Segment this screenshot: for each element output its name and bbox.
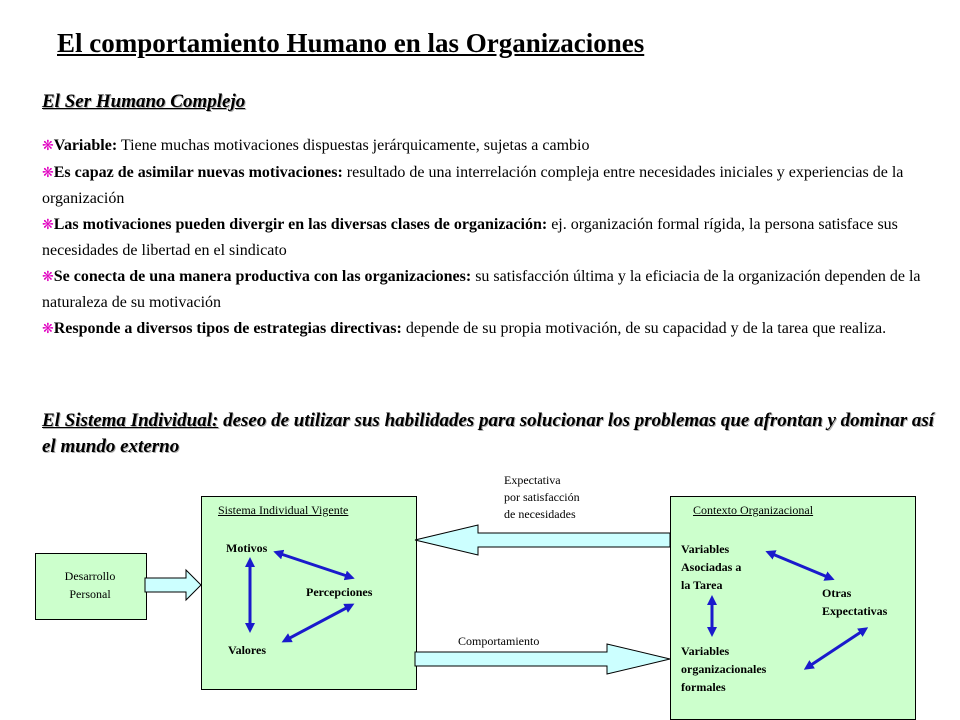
page-title: El comportamiento Humano en las Organizaciones bbox=[57, 28, 645, 58]
behavior-arrow bbox=[415, 644, 670, 674]
bullet-item: ❋Responde a diversos tipos de estrategias directivas: depende de su propia motivación, de su capacidad y de la tarea que realiza. bbox=[42, 319, 887, 337]
percepciones-label: Percepciones bbox=[306, 585, 373, 599]
expectation-label: Expectativa por satisfacción de necesidades bbox=[504, 473, 580, 521]
star-bullet-icon: ❋ bbox=[42, 216, 54, 233]
task-variables-label: Variables Asociadas a la Tarea bbox=[681, 542, 742, 592]
star-bullet-icon: ❋ bbox=[42, 268, 54, 285]
valores-label: Valores bbox=[228, 643, 267, 657]
star-bullet-icon: ❋ bbox=[42, 138, 54, 154]
expectation-arrow bbox=[415, 525, 670, 555]
system-heading-term: El Sistema Individual: bbox=[42, 410, 219, 431]
bullet-item: ❋Es capaz de asimilar nuevas motivaciones: resultado de una interrelación compleja entre necesidades iniciales y experiencias de la organización bbox=[42, 163, 904, 207]
bullet-item: ❋Variable: Tiene muchas motivaciones dispuestas jerárquicamente, sujetas a cambio bbox=[42, 137, 590, 154]
personal-development-label: Desarrollo Personal bbox=[64, 569, 116, 601]
motivos-percepciones-arrow bbox=[278, 553, 350, 577]
star-bullet-icon: ❋ bbox=[42, 320, 54, 337]
org-context-title: Contexto Organizacional bbox=[693, 503, 814, 517]
other-expectations-label: Otras Expectativas bbox=[822, 586, 888, 618]
formal-variables-label: Variables organizacionales formales bbox=[681, 644, 767, 694]
system-heading-text: deseo de utilizar sus habilidades para solucionar los problemas que afrontan y dominar así el mundo externo bbox=[42, 410, 935, 457]
behavior-label: Comportamiento bbox=[458, 634, 540, 648]
task-expectations-arrow bbox=[770, 553, 830, 578]
bullet-item: ❋Las motivaciones pueden divergir en las diversas clases de organización: ej. organización formal rígida, la persona satisface sus necesidades de libertad en el sindicato bbox=[42, 215, 898, 259]
valores-percepciones-arrow bbox=[286, 606, 350, 640]
section-subtitle: El Ser Humano Complejo bbox=[42, 91, 246, 112]
motivos-label: Motivos bbox=[226, 541, 268, 555]
development-arrow bbox=[145, 570, 201, 600]
formal-expectations-arrow bbox=[808, 630, 864, 667]
bullet-item: ❋Se conecta de una manera productiva con las organizaciones: su satisfacción última y la eficiacia de la organización dependen de la naturaleza de su motivación bbox=[42, 267, 921, 311]
star-bullet-icon: ❋ bbox=[42, 164, 54, 181]
individual-system-title: Sistema Individual Vigente bbox=[218, 503, 349, 517]
